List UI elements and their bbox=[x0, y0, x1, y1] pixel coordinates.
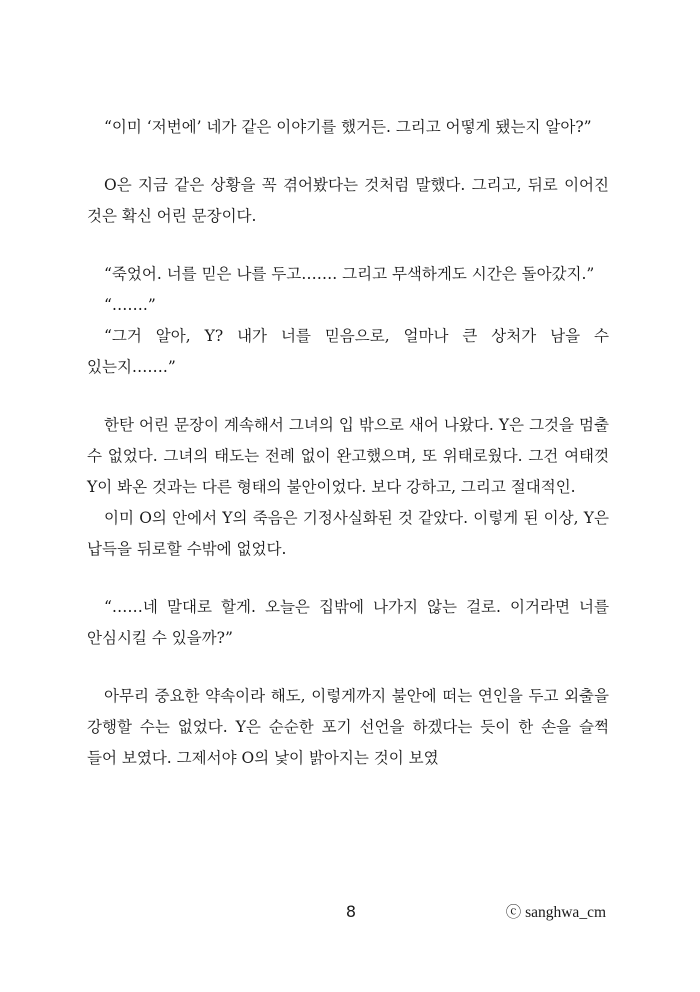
page-number: 8 bbox=[345, 902, 357, 921]
page-footer bbox=[0, 900, 700, 930]
copyright-notice: ⓒ sanghwa_cm bbox=[505, 904, 606, 921]
paragraph: 아무리 중요한 약속이라 해도, 이렇게까지 불안에 떠는 연인을 두고 외출을 강행할 수는 없었다. Y은 순순한 포기 선언을 하겠다는 듯이 한 손을 슬쩍 들어 보였다. 그제서야 O의 낯이 밝아지는 것이 보였 bbox=[87, 687, 609, 767]
paragraph-gap bbox=[87, 654, 609, 681]
body-text bbox=[87, 112, 609, 774]
paragraph-gap bbox=[87, 143, 609, 170]
paragraph: “……네 말대로 할게. 오늘은 집밖에 나가지 않는 걸로. 이거라면 너를 안심시킬 수 있을까?” bbox=[87, 598, 609, 647]
paragraph-gap bbox=[87, 232, 609, 259]
paragraph: “그거 알아, Y? 내가 너를 믿음으로, 얼마나 큰 상처가 남을 수 있는지…….” bbox=[87, 327, 609, 376]
paragraph: “이미 ‘저번에’ 네가 같은 이야기를 했거든. 그리고 어떻게 됐는지 알아?” bbox=[104, 118, 592, 136]
paragraph: 이미 O의 안에서 Y의 죽음은 기정사실화된 것 같았다. 이렇게 된 이상, Y은 납득을 뒤로할 수밖에 없었다. bbox=[87, 509, 609, 558]
paragraph-gap bbox=[87, 565, 609, 592]
paragraph: “…….” bbox=[104, 296, 156, 314]
paragraph: “죽었어. 너를 믿은 나를 두고……. 그리고 무색하게도 시간은 돌아갔지.” bbox=[104, 265, 595, 283]
paragraph-gap bbox=[87, 383, 609, 410]
paragraph: O은 지금 같은 상황을 꼭 겪어봤다는 것처럼 말했다. 그리고, 뒤로 이어진 것은 확신 어린 문장이다. bbox=[87, 176, 609, 225]
paragraph: 한탄 어린 문장이 계속해서 그녀의 입 밖으로 새어 나왔다. Y은 그것을 멈출 수 없었다. 그녀의 태도는 전례 없이 완고했으며, 또 위태로웠다. 그건 여태껏 Y이 봐온 것과는 다른 형태의 불안이었다. 보다 강하고, 그리고 절대적인. bbox=[87, 416, 609, 496]
